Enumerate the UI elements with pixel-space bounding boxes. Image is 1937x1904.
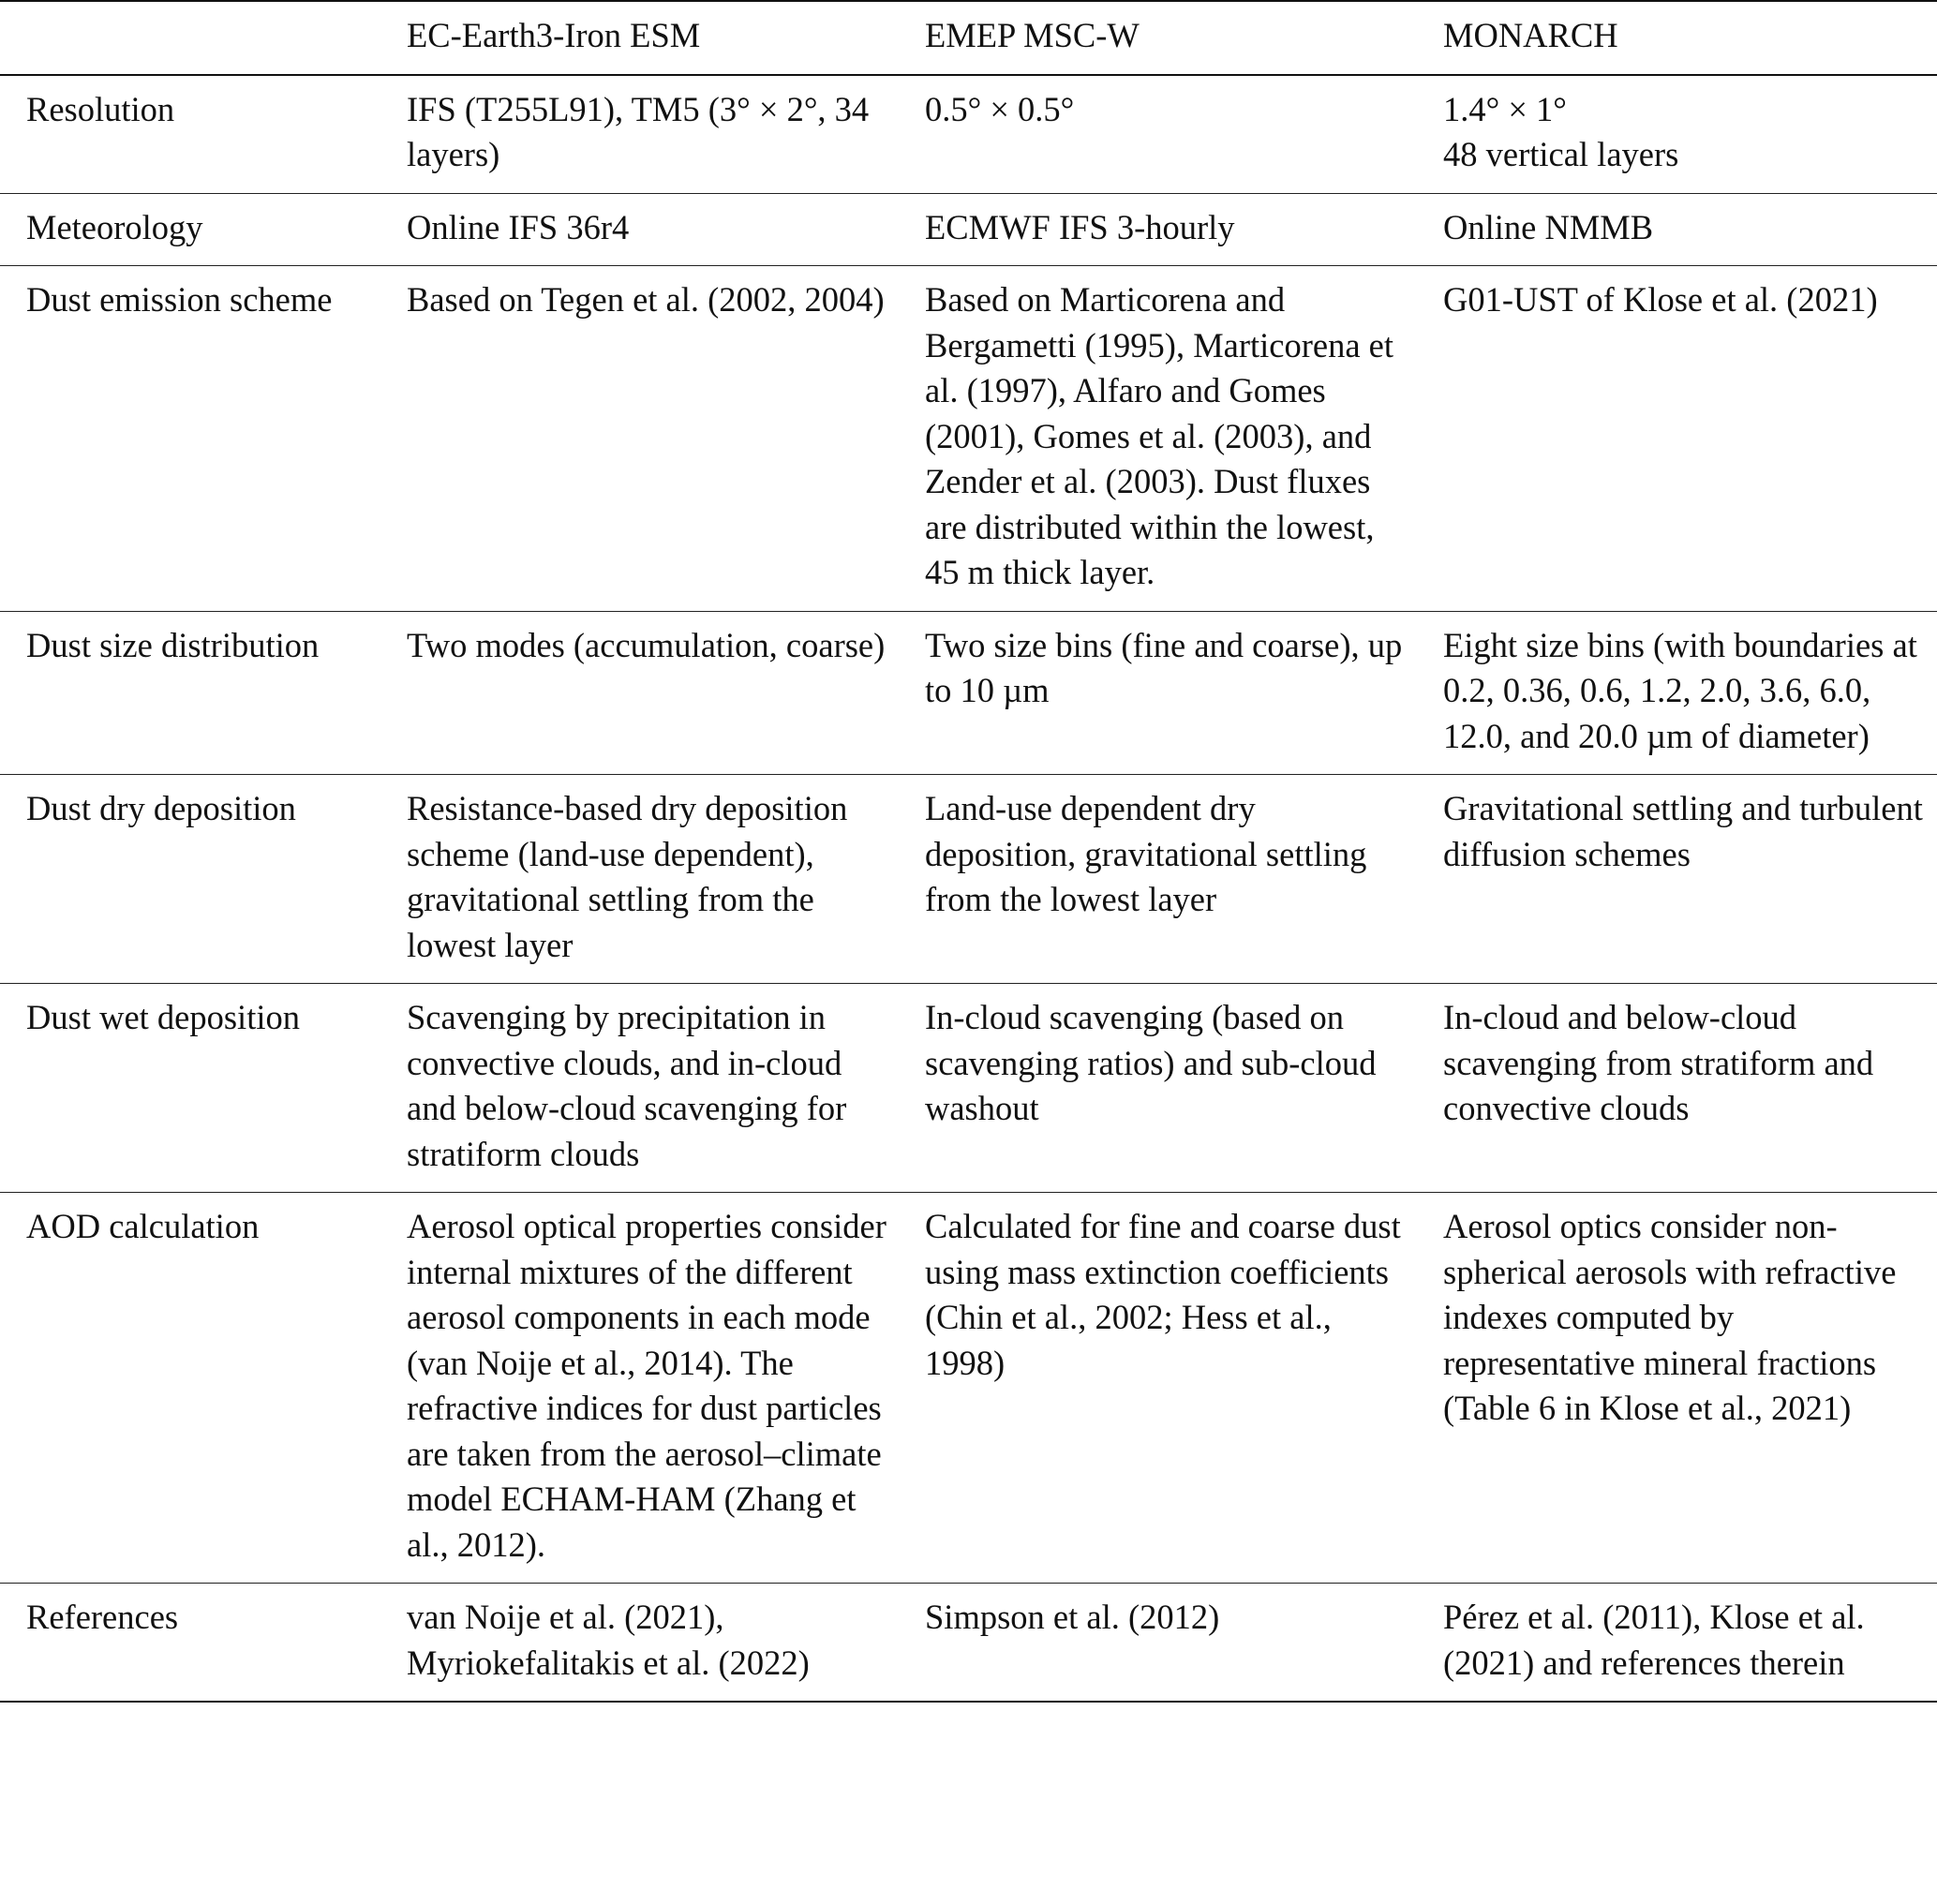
cell-emep: 0.5° × 0.5°	[899, 75, 1417, 194]
cell-ecearth: Scavenging by precipitation in convective clouds, and in-cloud and below-cloud scavenging for stratiform clouds	[380, 984, 899, 1193]
cell-ecearth: IFS (T255L91), TM5 (3° × 2°, 34 layers)	[380, 75, 899, 194]
cell-ecearth: Resistance-based dry deposition scheme (land-use dependent), gravitational settling from the lowest layer	[380, 775, 899, 984]
cell-emep: ECMWF IFS 3-hourly	[899, 193, 1417, 266]
row-label: Resolution	[0, 75, 380, 194]
cell-monarch: Aerosol optics consider non-spherical aerosols with refractive indexes computed by representative mineral fractions (Table 6 in Klose et al., 2021)	[1417, 1193, 1937, 1584]
table-header	[0, 1, 1937, 75]
cell-monarch: Pérez et al. (2011), Klose et al. (2021) and references therein	[1417, 1584, 1937, 1703]
row-label: AOD calculation	[0, 1193, 380, 1584]
table-row	[0, 75, 1937, 194]
row-label: Dust size distribution	[0, 611, 380, 775]
cell-monarch	[1417, 75, 1937, 194]
cell-emep: In-cloud scavenging (based on scavenging ratios) and sub-cloud washout	[899, 984, 1417, 1193]
table-row	[0, 266, 1937, 612]
cell-ecearth: Based on Tegen et al. (2002, 2004)	[380, 266, 899, 612]
cell-monarch-line: 1.4° × 1°	[1443, 89, 1567, 128]
header-empty	[0, 1, 380, 75]
cell-monarch-line: 48 vertical layers	[1443, 135, 1679, 173]
cell-monarch: Eight size bins (with boundaries at 0.2, 0.36, 0.6, 1.2, 2.0, 3.6, 6.0, 12.0, and 20.0 µm of diameter)	[1417, 611, 1937, 775]
header-monarch: MONARCH	[1417, 1, 1937, 75]
cell-monarch: Gravitational settling and turbulent diffusion schemes	[1417, 775, 1937, 984]
header-ecearth: EC-Earth3-Iron ESM	[380, 1, 899, 75]
row-label: Dust dry deposition	[0, 775, 380, 984]
row-label: References	[0, 1584, 380, 1703]
cell-ecearth: Two modes (accumulation, coarse)	[380, 611, 899, 775]
table-row	[0, 1193, 1937, 1584]
cell-emep: Land-use dependent dry deposition, gravitational settling from the lowest layer	[899, 775, 1417, 984]
row-label: Dust wet deposition	[0, 984, 380, 1193]
header-emep: EMEP MSC-W	[899, 1, 1417, 75]
cell-emep: Simpson et al. (2012)	[899, 1584, 1417, 1703]
cell-monarch: Online NMMB	[1417, 193, 1937, 266]
row-label: Meteorology	[0, 193, 380, 266]
cell-emep: Based on Marticorena and Bergametti (1995), Marticorena et al. (1997), Alfaro and Gomes (2001), Gomes et al. (2003), and Zender et al. (2003). Dust fluxes are distributed within the lowest, 45 m thick layer.	[899, 266, 1417, 612]
table-row	[0, 984, 1937, 1193]
table-body	[0, 75, 1937, 1703]
table-row	[0, 611, 1937, 775]
header-row	[0, 1, 1937, 75]
cell-emep: Two size bins (fine and coarse), up to 10 µm	[899, 611, 1417, 775]
cell-monarch: G01-UST of Klose et al. (2021)	[1417, 266, 1937, 612]
row-label: Dust emission scheme	[0, 266, 380, 612]
cell-ecearth: Online IFS 36r4	[380, 193, 899, 266]
table-row	[0, 775, 1937, 984]
table-row	[0, 193, 1937, 266]
cell-monarch: In-cloud and below-cloud scavenging from stratiform and convective clouds	[1417, 984, 1937, 1193]
cell-ecearth: van Noije et al. (2021), Myriokefalitakis et al. (2022)	[380, 1584, 899, 1703]
cell-ecearth: Aerosol optical properties consider internal mixtures of the different aerosol components in each mode (van Noije et al., 2014). The refractive indices for dust particles are taken from the aerosol–climate model ECHAM-HAM (Zhang et al., 2012).	[380, 1193, 899, 1584]
cell-emep: Calculated for fine and coarse dust using mass extinction coefficients (Chin et al., 2002; Hess et al., 1998)	[899, 1193, 1417, 1584]
table-row	[0, 1584, 1937, 1703]
